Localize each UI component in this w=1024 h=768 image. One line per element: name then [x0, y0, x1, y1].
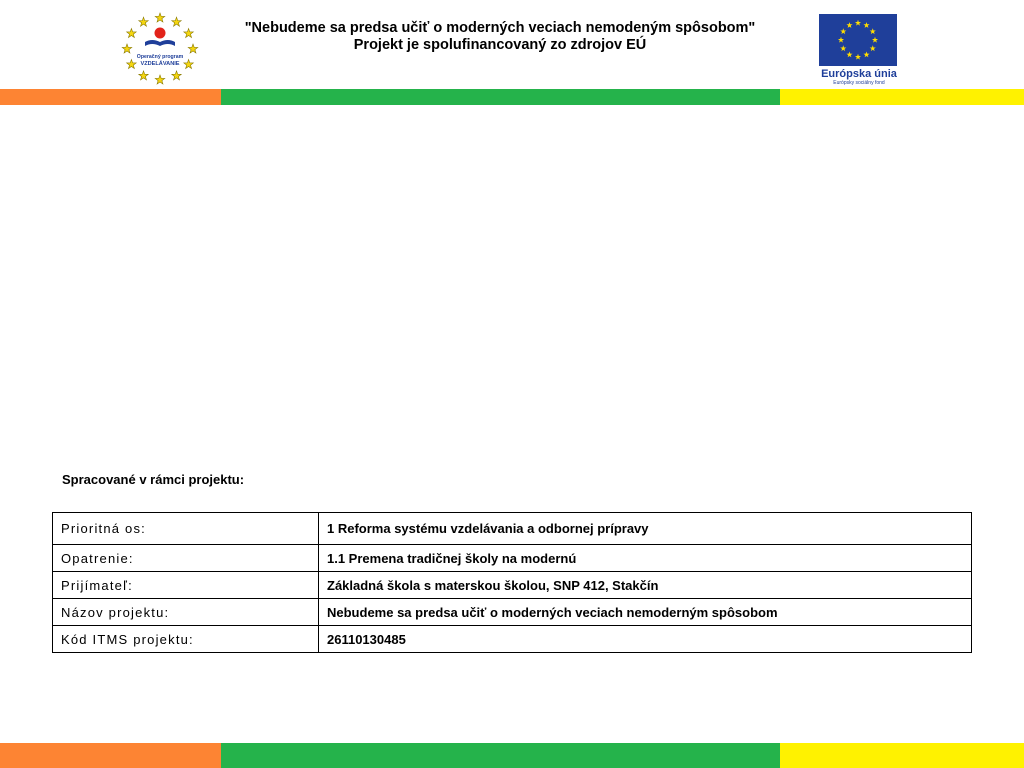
row-value: 1.1 Premena tradičnej školy na modernú — [319, 545, 972, 572]
row-value: Nebudeme sa predsa učiť o moderných veciach nemoderným spôsobom — [319, 599, 972, 626]
table-row — [53, 572, 972, 599]
logo-star-icon — [184, 60, 194, 69]
table-row — [53, 626, 972, 653]
logo-star-icon — [172, 17, 182, 26]
operacny-program-vzdelavanie-logo-icon — [118, 10, 202, 88]
logo-line2: VZDELÁVANIE — [140, 61, 180, 67]
operacny-program-logo — [118, 10, 202, 88]
project-heading — [236, 20, 764, 54]
row-label: Názov projektu: — [53, 599, 319, 626]
project-info-table — [52, 512, 972, 653]
row-value: Základná škola s materskou školou, SNP 412, Stakčín — [319, 572, 972, 599]
top-color-stripe — [0, 89, 1024, 105]
row-value: 26110130485 — [319, 626, 972, 653]
logo-star-icon — [155, 13, 165, 22]
stripe-yellow — [780, 743, 1024, 768]
table-row — [53, 513, 972, 545]
logo-star-icon — [184, 29, 194, 38]
logo-star-icon — [127, 60, 137, 69]
project-title: "Nebudeme sa predsa učiť o moderných veciach nemodeným spôsobom" — [244, 20, 756, 36]
stripe-green — [221, 743, 780, 768]
logo-star-icon — [188, 44, 198, 53]
logo-star-icon — [155, 75, 165, 84]
logo-line1: Operačný program — [136, 54, 184, 60]
stripe-yellow — [780, 89, 1024, 105]
section-label: Spracované v rámci projektu: — [62, 472, 245, 487]
row-label: Prioritná os: — [53, 513, 319, 545]
logo-star-icon — [127, 29, 137, 38]
logo-star-icon — [139, 71, 149, 80]
row-label: Opatrenie: — [53, 545, 319, 572]
stripe-orange — [0, 89, 221, 105]
row-value: 1 Reforma systému vzdelávania a odbornej prípravy — [319, 513, 972, 545]
row-label: Prijímateľ: — [53, 572, 319, 599]
cofinancing-note: Projekt je spolufinancovaný zo zdrojov EÚ — [353, 37, 647, 53]
logo-star-icon — [172, 71, 182, 80]
table-row — [53, 545, 972, 572]
eu-subtitle: Európsky sociálny fond — [833, 80, 885, 86]
table-row — [53, 599, 972, 626]
stripe-green — [221, 89, 780, 105]
row-label: Kód ITMS projektu: — [53, 626, 319, 653]
stripe-orange — [0, 743, 221, 768]
eu-logo — [819, 14, 899, 88]
eu-title: Európska únia — [821, 68, 897, 80]
eu-flag-icon — [819, 14, 897, 66]
logo-star-icon — [139, 17, 149, 26]
bottom-color-stripe — [0, 743, 1024, 768]
logo-star-icon — [122, 44, 132, 53]
header — [0, 0, 1024, 89]
